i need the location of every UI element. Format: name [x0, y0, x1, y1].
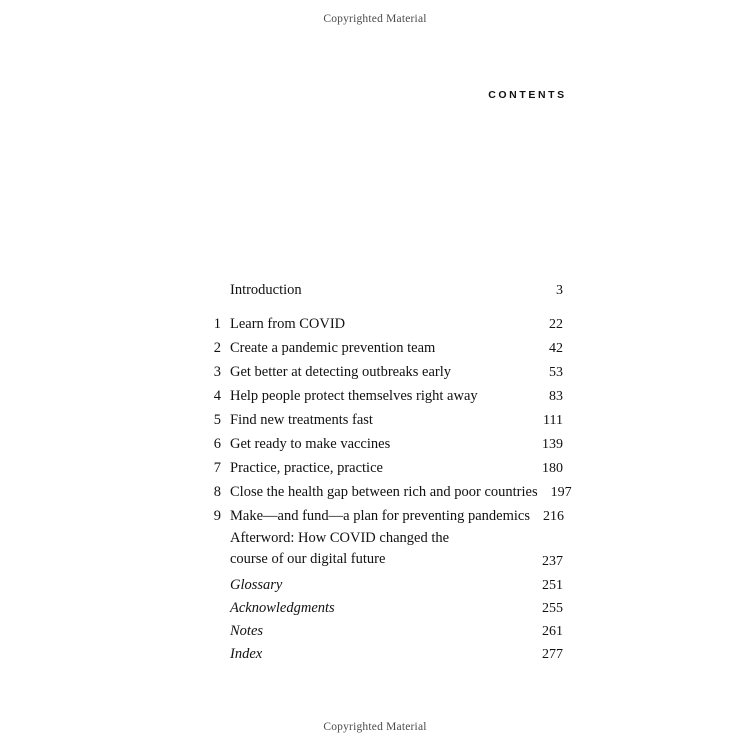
afterword-line-2: course of our digital future: [230, 551, 386, 568]
toc-entry-title: Acknowledgments: [230, 600, 335, 616]
toc-entry-page: 251: [542, 578, 563, 593]
toc-entry-number: 1: [213, 316, 221, 332]
toc-entry-page: 237: [542, 554, 563, 570]
contents-heading-label: CONTENTS: [488, 89, 567, 101]
toc-entry-chapter-8: [203, 484, 572, 509]
toc-entry-number: 4: [213, 388, 221, 404]
toc-entry-title: Notes: [230, 623, 264, 639]
toc-entry-title: Get better at detecting outbreaks early: [230, 364, 452, 380]
toc-entry-title: Glossary: [230, 577, 283, 593]
toc-entry-page: 255: [542, 601, 563, 616]
toc-entry-chapter-6: [203, 437, 563, 461]
toc-entry-acknowledgments: [203, 601, 563, 624]
table-of-contents: [203, 282, 572, 533]
toc-entry-page: 277: [542, 647, 563, 662]
toc-backmatter: [203, 578, 563, 670]
toc-entry-chapter-2: [203, 341, 563, 365]
toc-entry-glossary: [203, 578, 563, 601]
toc-entry-page: 3: [556, 283, 563, 298]
toc-entry-introduction: [203, 283, 563, 307]
toc-entry-page: 22: [549, 317, 563, 332]
toc-entry-title: Create a pandemic prevention team: [230, 340, 436, 356]
toc-entry-number: 5: [213, 412, 221, 428]
toc-entry-number: 2: [213, 340, 221, 356]
toc-entry-page: 139: [542, 437, 563, 452]
toc-entry-title: Practice, practice, practice: [230, 460, 383, 476]
toc-entry-chapter-7: [203, 461, 563, 485]
toc-entry-number: 7: [213, 460, 221, 476]
toc-entry-title: Introduction: [230, 282, 302, 298]
copyright-watermark-bottom: Copyrighted Material: [323, 721, 427, 733]
toc-entry-title: Get ready to make vaccines: [230, 436, 391, 452]
toc-entry-page: 42: [549, 341, 563, 356]
toc-entry-page: 83: [549, 389, 563, 404]
toc-entry-title: Close the health gap between rich and poor countries: [230, 484, 538, 500]
toc-entry-title: Make—and fund—a plan for preventing pandemics: [230, 508, 530, 524]
toc-entry-title: Learn from COVID: [230, 316, 346, 332]
toc-entry-title: Find new treatments fast: [230, 412, 373, 428]
toc-entry-index: [203, 647, 563, 670]
page-title: [0, 89, 750, 101]
toc-entry-title: Help people protect themselves right away: [230, 388, 478, 404]
toc-entry-title: [221, 528, 529, 570]
toc-entry-page: 53: [549, 365, 563, 380]
toc-entry-chapter-3: [203, 365, 563, 389]
toc-entry-afterword: [203, 528, 563, 570]
toc-entry-number: 8: [213, 484, 221, 500]
toc-entry-notes: [203, 624, 563, 647]
toc-entry-page: 111: [543, 413, 563, 428]
toc-entry-chapter-1: [203, 317, 563, 341]
toc-entry-page: 197: [550, 485, 572, 500]
toc-entry-chapter-4: [203, 389, 563, 413]
afterword-line-1: Afterword: How COVID changed the: [230, 530, 450, 546]
toc-entry-page: 261: [542, 624, 563, 639]
toc-entry-number: 9: [213, 508, 221, 524]
toc-entry-number: 6: [213, 436, 221, 452]
copyright-watermark-top: Copyrighted Material: [323, 13, 427, 25]
toc-entry-title: Index: [230, 646, 263, 662]
toc-entry-chapter-5: [203, 413, 563, 437]
toc-entry-page: 216: [542, 509, 564, 524]
toc-entry-number: 3: [213, 364, 221, 380]
toc-entry-page: 180: [542, 461, 563, 476]
